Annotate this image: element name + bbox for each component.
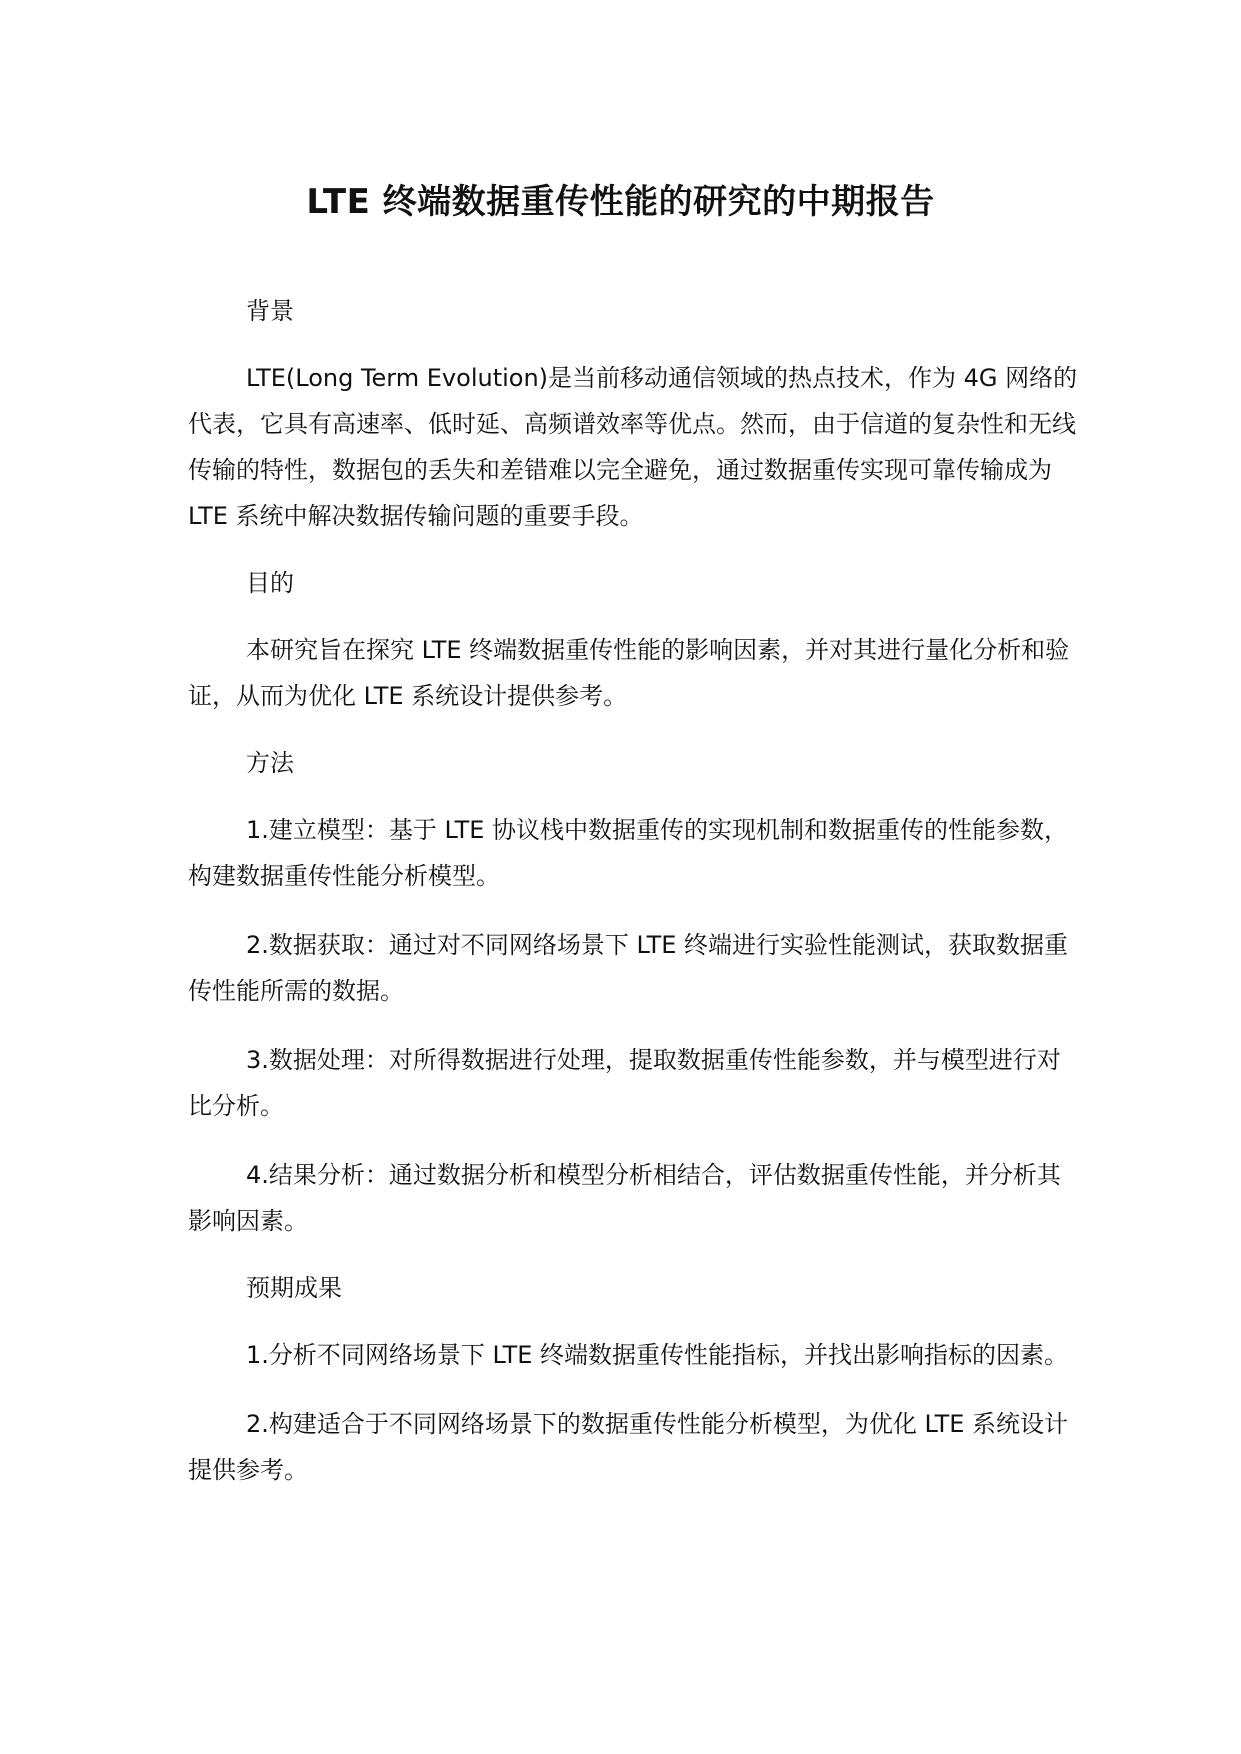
method-step-3: 3.数据处理：对所得数据进行处理，提取数据重传性能参数，并与模型进行对比分析。 [188,1046,1061,1120]
document-body [188,290,1078,1516]
section-heading-method: 方法 [246,749,294,777]
section-heading-expected-results: 预期成果 [246,1274,342,1302]
document-title: LTE 终端数据重传性能的研究的中期报告 [306,182,935,222]
method-step-4: 4.结果分析：通过数据分析和模型分析相结合，评估数据重传性能，并分析其影响因素。 [188,1161,1061,1235]
section-heading-purpose: 目的 [246,569,294,597]
expected-result-2: 2.构建适合于不同网络场景下的数据重传性能分析模型，为优化 LTE 系统设计提供参考。 [188,1410,1069,1484]
section-heading-background: 背景 [246,297,294,325]
background-paragraph: LTE(Long Term Evolution)是当前移动通信领域的热点技术，作为 4G 网络的代表，它具有高速率、低时延、高频谱效率等优点。然而，由于信道的复杂性和无线传输的特性，数据包的丢失和差错难以完全避免，通过数据重传实现可靠传输成为 LTE 系统中解决数据传输问题的重要手段。 [188,364,1078,530]
purpose-paragraph: 本研究旨在探究 LTE 终端数据重传性能的影响因素，并对其进行量化分析和验证，从而为优化 LTE 系统设计提供参考。 [188,636,1070,710]
expected-result-1: 1.分析不同网络场景下 LTE 终端数据重传性能指标，并找出影响指标的因素。 [246,1341,1069,1369]
method-step-2: 2.数据获取：通过对不同网络场景下 LTE 终端进行实验性能测试，获取数据重传性能所需的数据。 [188,931,1069,1005]
method-step-1: 1.建立模型：基于 LTE 协议栈中数据重传的实现机制和数据重传的性能参数，构建数据重传性能分析模型。 [188,816,1069,890]
